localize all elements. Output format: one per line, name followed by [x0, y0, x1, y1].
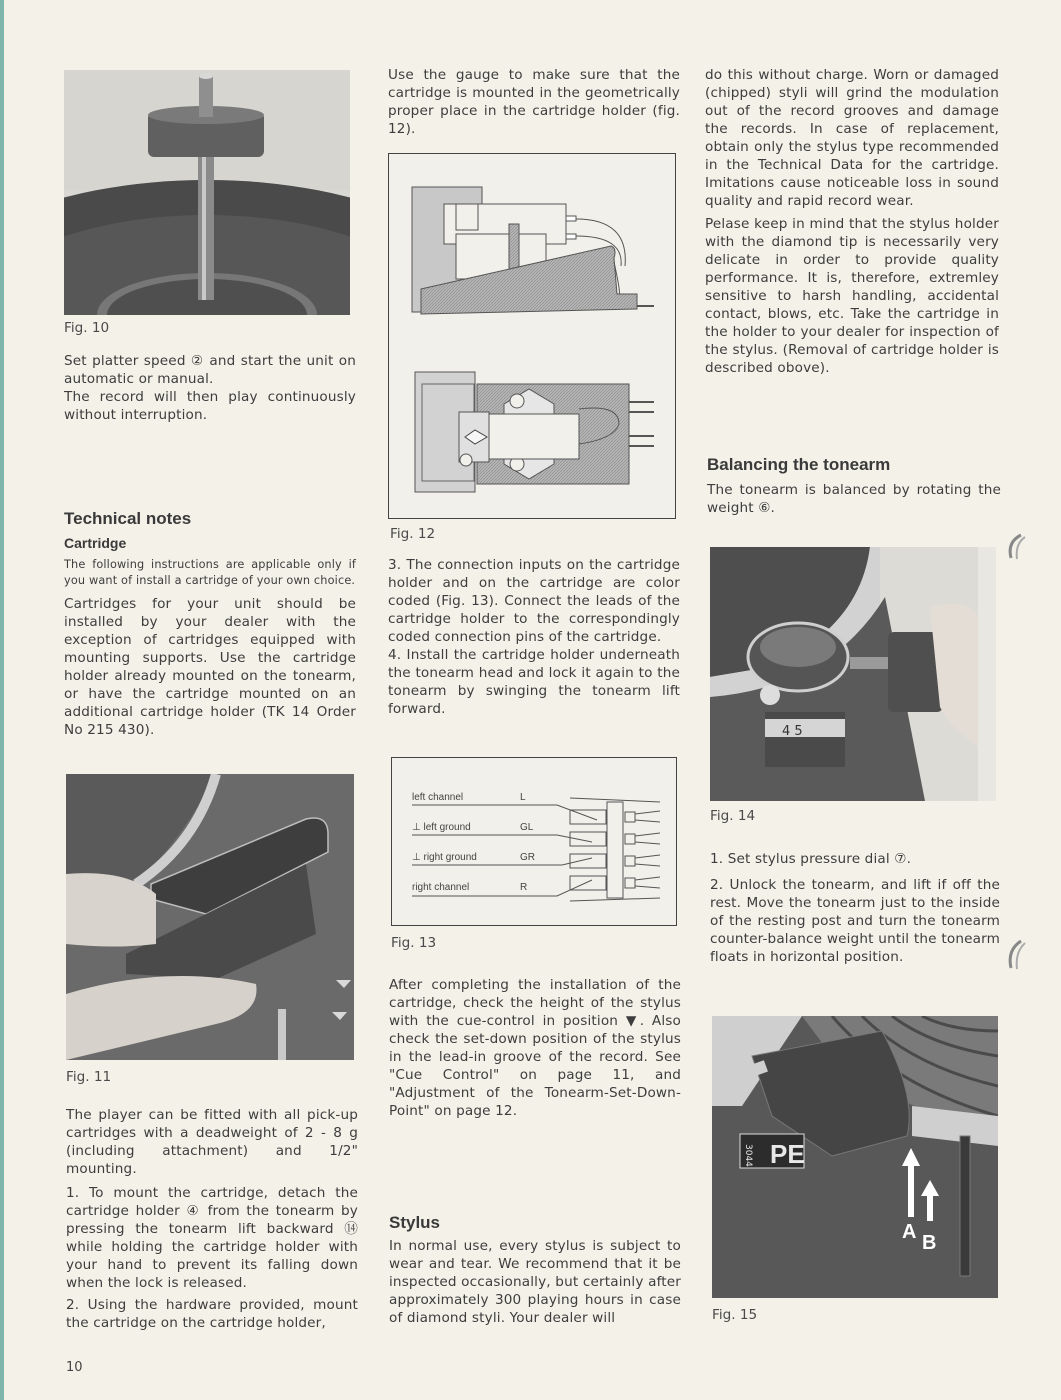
fig11-illustration: [66, 774, 354, 1060]
fig15-arrow-b-label: B: [922, 1232, 937, 1254]
fig15-pe-badge: PE: [770, 1139, 805, 1169]
gauge-paragraph: Use the gauge to make sure that the cartridge is mounted in the geometrically proper place in the cartridge holder (fig. 12).: [388, 67, 680, 137]
cartridge-heading: Cartridge: [64, 535, 127, 551]
cartridge-note: The following instructions are applicable only if you want of install a cartridge of your own choice.: [64, 558, 356, 587]
wire-code-gr: GR: [520, 852, 535, 863]
wire-label-left-ground: ⊥ left ground: [412, 822, 471, 833]
deadweight-paragraph: The player can be fitted with all pick-up cartridges with a deadweight of 2 - 8 g (including attachment) and 1/2" mounting.: [66, 1107, 358, 1177]
fig15-arrow-a-label: A: [902, 1221, 917, 1243]
binder-hole-mark-bottom: [1003, 938, 1027, 972]
technical-notes-heading: Technical notes: [64, 509, 192, 528]
stylus-holder-care-paragraph: Pelase keep in mind that the stylus holder with the diamond tip is necessarily very delicate in order to provide quality performance. It is, therefore, extremley sensitive to harsh handling, accidental contact, blows, etc. Take the cartridge in the holder to your dealer for inspection of the stylus. (Removal of cartridge holder is described obove).: [705, 216, 999, 376]
fig14-illustration: [710, 547, 996, 801]
fig13-caption: Fig. 13: [391, 935, 437, 951]
fig13-connector-drawing: [392, 758, 676, 925]
balancing-step-2: 2. Unlock the tonearm, and lift if off the rest. Move the tonearm just to the inside of the resting post and turn the tonearm counter-balance weight until the tonearm floats in horizontal position.: [710, 877, 1000, 965]
fig15-caption: Fig. 15: [712, 1307, 758, 1323]
fig12-diagram: [388, 153, 676, 519]
cartridge-paragraph: Cartridges for your unit should be installed by your dealer with the exception of cartridges equipped with mounting supports. Use the cartridge holder already mounted on the tonearm, or have the cartridge mounted on an additional cartridge holder (TK 14 Order No 215 430).: [64, 596, 356, 738]
wire-label-right-channel: right channel: [412, 882, 470, 893]
step-1-mount-paragraph: 1. To mount the cartridge, detach the cartridge holder ④ from the tonearm by pressing the tonearm lift backward ⑭ while holding the cartridge holder with your hand to prevent its falling down when the lock is released.: [66, 1185, 358, 1291]
page-edge: [0, 0, 4, 1400]
fig11-caption: Fig. 11: [66, 1069, 112, 1085]
step-2-hardware-paragraph: 2. Using the hardware provided, mount the cartridge on the cartridge holder,: [66, 1297, 358, 1331]
page-number: 10: [66, 1360, 83, 1375]
balancing-tonearm-heading: Balancing the tonearm: [707, 455, 891, 474]
fig15-illustration: [712, 1016, 998, 1298]
fig13-wiring-diagram: [391, 757, 677, 926]
wire-code-r: R: [520, 882, 528, 893]
balancing-paragraph: The tonearm is balanced by rotating the weight ⑥.: [707, 482, 1001, 516]
step-4-install-paragraph: 4. Install the cartridge holder underneath the tonearm head and lock it again to the tonearm by swinging the tonearm lift forward.: [388, 647, 680, 717]
stylus-heading: Stylus: [389, 1213, 441, 1232]
fig11-photo: [66, 774, 354, 1060]
fig10-illustration: [64, 70, 350, 315]
step-3-connection-paragraph: 3. The connection inputs on the cartridge holder and on the cartridge are color coded (Fig. 13). Connect the leads of the cartridge holder to the correspondingly coded connection pins of the cartridge.: [388, 557, 680, 645]
stylus-continued-paragraph: do this without charge. Worn or damaged (chipped) styli will grind the modulation out of the record grooves and damage the records. In case of replacement, obtain only the stylus type recommended in the Technical Data for the cartridge. Imitations cause noticeable loss in sound quality and rapid record wear.: [705, 67, 999, 209]
after-installation-paragraph: After completing the installation of the cartridge, check the height of the stylus with the cue-control in position ▼. Also check the set-down position of the stylus in the lead-in groove of the record. See "Cue Control" on page 11, and "Adjustment of the Tonearm-Set-Down-Point" on page 12.: [389, 977, 681, 1119]
record-play-paragraph: The record will then play continuously without interruption.: [64, 389, 356, 423]
fig10-photo: [64, 70, 350, 315]
wire-code-gl: GL: [520, 822, 534, 833]
stylus-paragraph: In normal use, every stylus is subject to wear and tear. We recommend that it be inspected occasionally, but certainly after approximately 300 playing hours in case of diamond styli. Your dealer will: [389, 1238, 681, 1326]
wire-label-left-channel: left channel: [412, 792, 464, 803]
balancing-step-1: 1. Set stylus pressure dial ⑦.: [710, 851, 912, 867]
wire-code-l: L: [520, 792, 526, 803]
binder-hole-mark-top: [1003, 532, 1027, 562]
fig12-illustration: [389, 154, 675, 518]
fig10-caption: Fig. 10: [64, 320, 110, 336]
fig15-photo: [712, 1016, 998, 1298]
fig14-caption: Fig. 14: [710, 808, 756, 824]
wire-label-right-ground: ⊥ right ground: [412, 852, 477, 863]
fig15-model-number: 3044: [743, 1144, 753, 1167]
platter-speed-paragraph: Set platter speed ② and start the unit on automatic or manual.: [64, 353, 356, 387]
fig14-photo: [710, 547, 996, 801]
fig14-dial-numbers: 4 5: [782, 724, 803, 739]
fig12-caption: Fig. 12: [390, 526, 436, 542]
